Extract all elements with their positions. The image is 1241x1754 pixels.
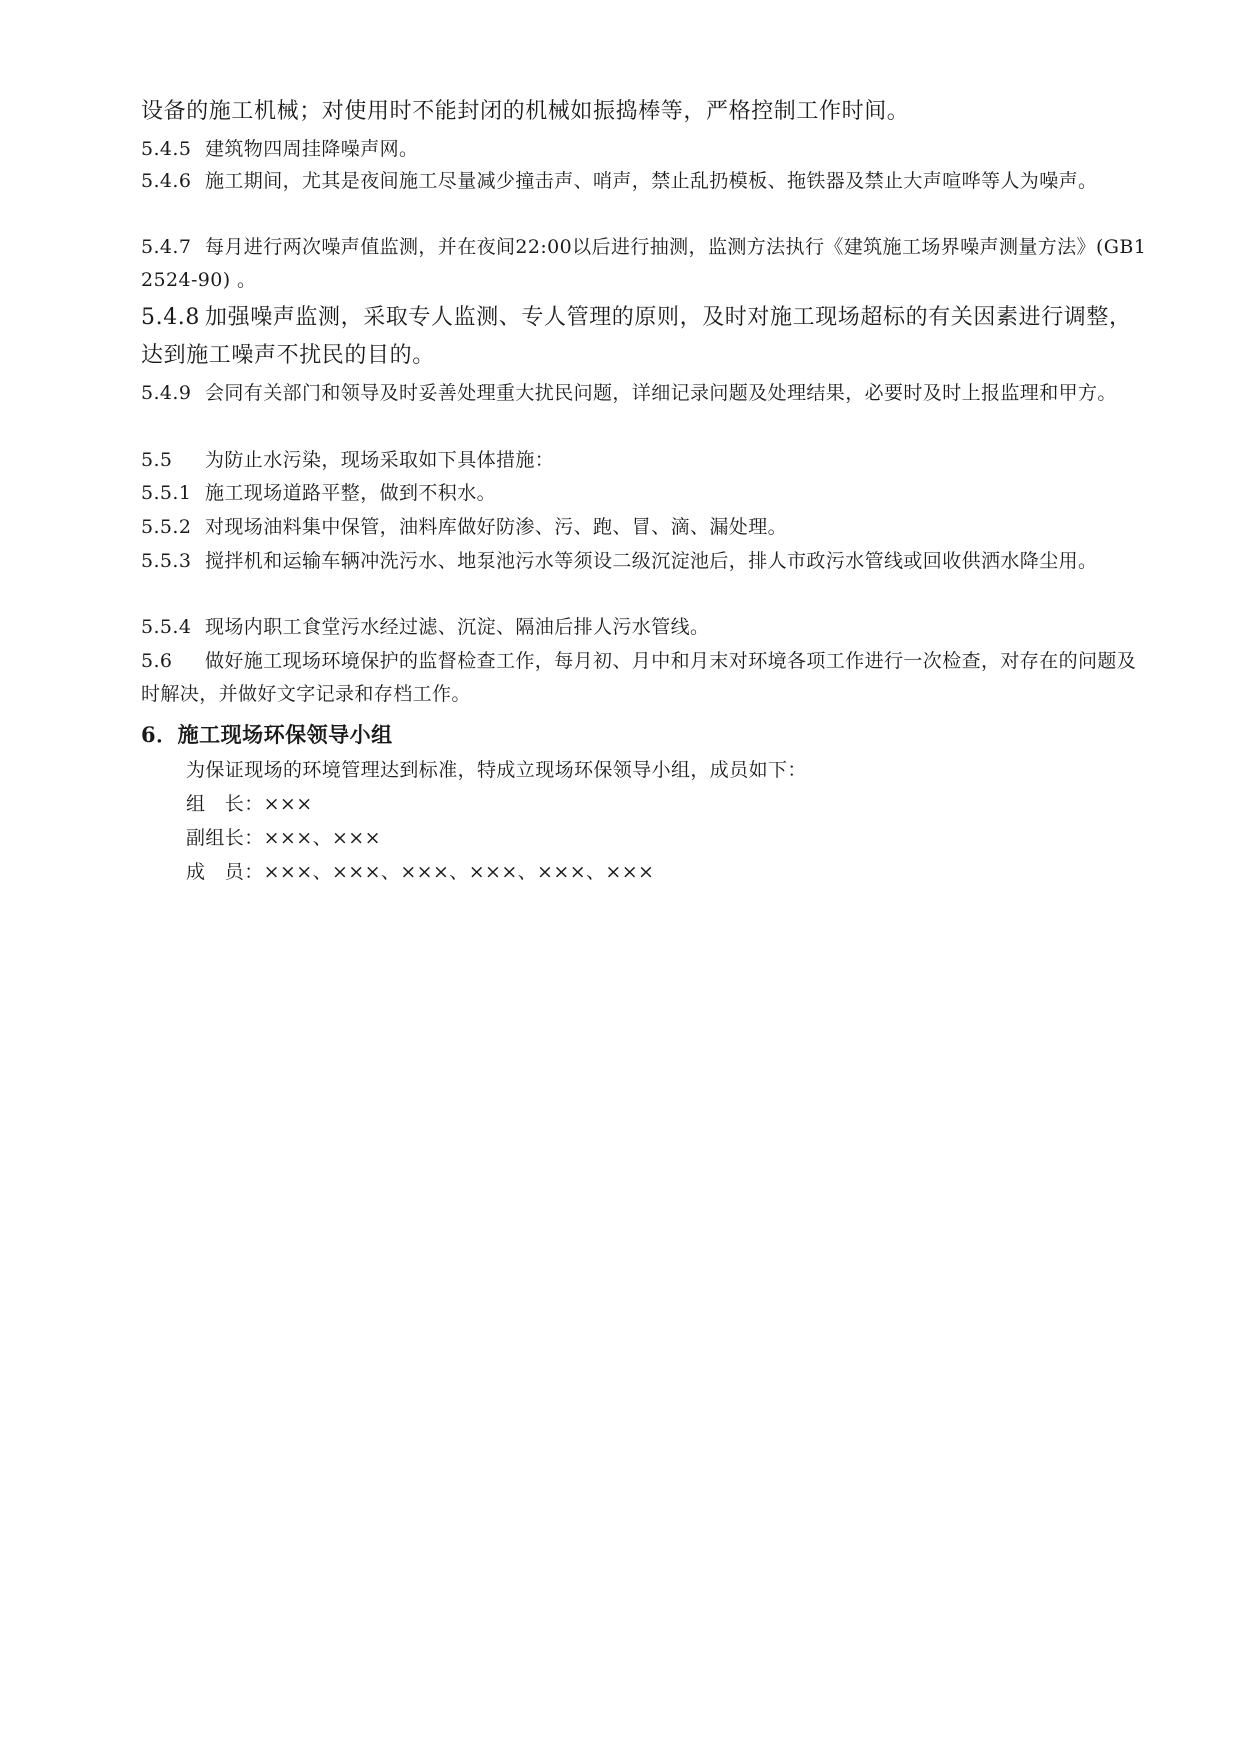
paragraph-5-5 xyxy=(141,444,1153,477)
section-intro: 为保证现场的环境管理达到标准，特成立现场环保领导小组，成员如下： xyxy=(186,759,807,781)
paragraph-text: 设备的施工机械；对使用时不能封闭的机械如振捣棒等，严格控制工作时间。 xyxy=(141,99,910,124)
paragraph-text: 搅拌机和运输车辆冲洗污水、地泵池污水等须设二级沉淀池后，排人市政污水管线或回收供洒水降尘用。 xyxy=(205,550,1098,572)
paragraph-5-5-2 xyxy=(141,511,1153,544)
paragraph-text: 会同有关部门和领导及时妥善处理重大扰民问题，详细记录问题及处理结果，必要时及时上报监理和甲方。 xyxy=(205,382,1117,404)
leader-label: 组 长： xyxy=(186,793,264,815)
paragraph-text: 为防止水污染，现场采取如下具体措施： xyxy=(205,449,555,471)
paragraph-text: 做好施工现场环境保护的监督检查工作，每月初、月中和月末对环境各项工作进行一次检查，对存在的问题及时解决，并做好文字记录和存档工作。 xyxy=(141,650,1137,705)
clause-number: 5.4.7 xyxy=(141,236,192,258)
clause-number: 5.5.3 xyxy=(141,550,192,572)
members-value: ×××、×××、×××、×××、×××、××× xyxy=(263,861,655,883)
members-label: 成 员： xyxy=(186,861,264,883)
clause-number: 5.5.1 xyxy=(141,482,192,504)
paragraph-5-5-4 xyxy=(141,611,1153,644)
paragraph-5-6 xyxy=(141,645,1153,711)
paragraph-5-4-9 xyxy=(141,377,1153,410)
leader-line xyxy=(186,788,313,821)
paragraph-text: 现场内职工食堂污水经过滤、沉淀、隔油后排人污水管线。 xyxy=(205,616,710,638)
paragraph-5-4-8 xyxy=(141,299,1153,375)
clause-number: 5.5 xyxy=(141,449,173,471)
members-line xyxy=(186,856,654,889)
clause-number: 5.4.8 xyxy=(141,305,200,330)
paragraph-text: 施工期间，尤其是夜间施工尽量减少撞击声、哨声，禁止乱扔模板、拖铁器及禁止大声喧哗等人为噪声。 xyxy=(205,170,1098,192)
paragraph-text: 每月进行两次噪声值监测，并在夜间22:00以后进行抽测，监测方法执行《建筑施工场界噪声测量方法》(GB12524-90) 。 xyxy=(141,236,1147,291)
clause-number: 5.4.6 xyxy=(141,170,192,192)
paragraph-5-4-5 xyxy=(141,133,1153,166)
deputy-value: ×××、××× xyxy=(263,827,381,849)
clause-number: 5.5.2 xyxy=(141,516,192,538)
paragraph-text: 对现场油料集中保管，油料库做好防渗、污、跑、冒、滴、漏处理。 xyxy=(205,516,788,538)
paragraph-5-4-7 xyxy=(141,231,1153,297)
section-heading: 6．施工现场环保领导小组 xyxy=(141,722,393,747)
leader-value: ××× xyxy=(263,793,313,815)
clause-number: 5.4.9 xyxy=(141,382,192,404)
deputy-label: 副组长： xyxy=(186,827,264,849)
clause-number: 5.6 xyxy=(141,650,173,672)
clause-number: 5.4.5 xyxy=(141,138,192,160)
paragraph-5-5-3 xyxy=(141,545,1153,578)
clause-number: 5.5.4 xyxy=(141,616,192,638)
paragraph-continuation xyxy=(141,93,1153,131)
paragraph-5-5-1 xyxy=(141,477,1153,510)
paragraph-5-4-6 xyxy=(141,165,1153,198)
paragraph-text: 加强噪声监测，采取专人监测、专人管理的原则，及时对施工现场超标的有关因素进行调整，达到施工噪声不扰民的目的。 xyxy=(141,305,1132,368)
paragraph-text: 建筑物四周挂降噪声网。 xyxy=(205,138,419,160)
deputy-line xyxy=(186,822,381,855)
paragraph-text: 施工现场道路平整，做到不积水。 xyxy=(205,482,497,504)
